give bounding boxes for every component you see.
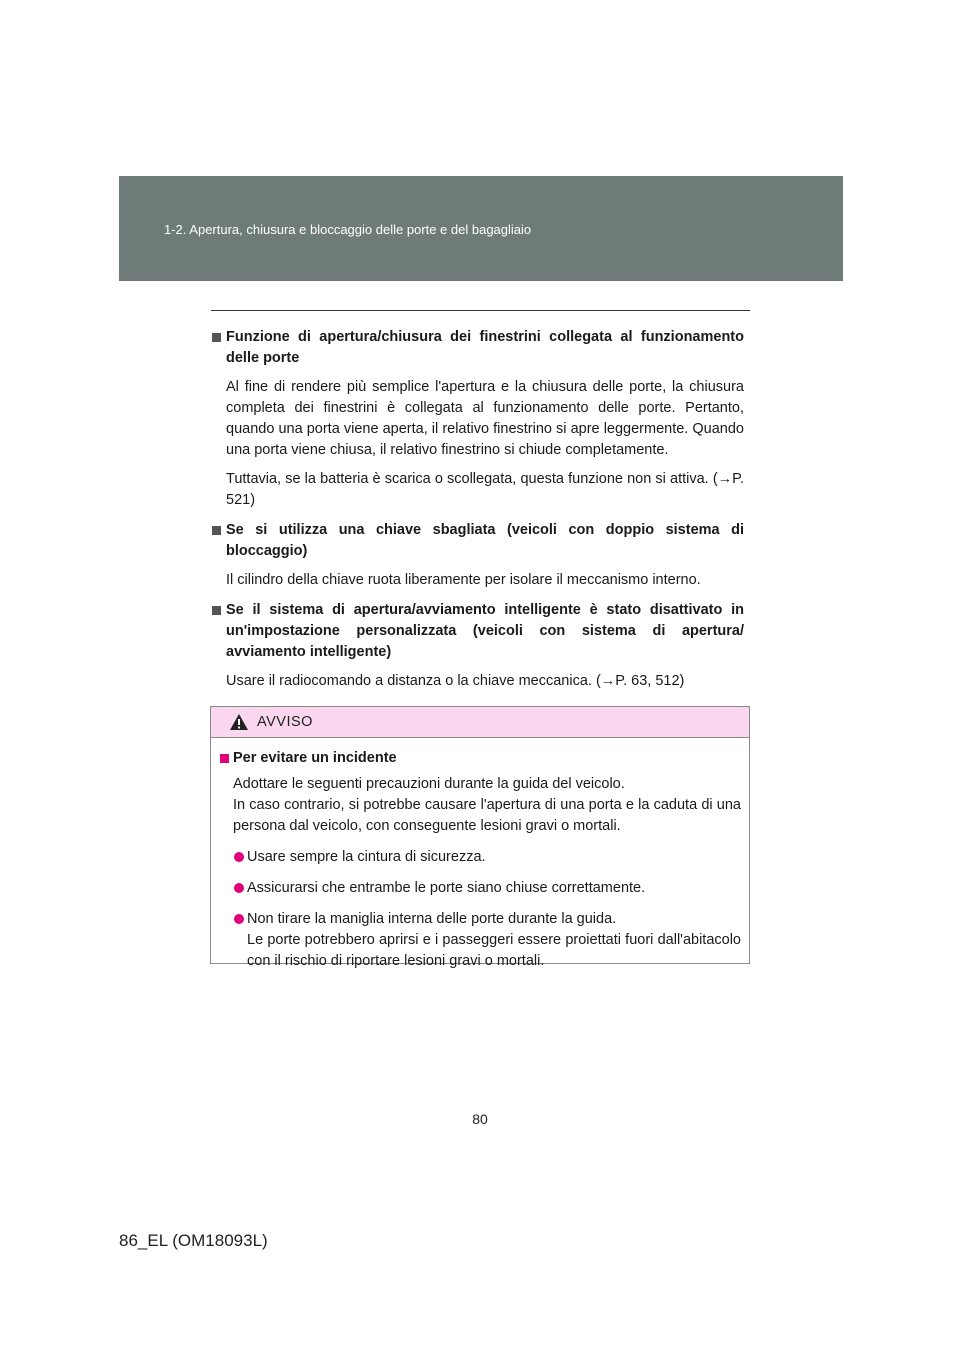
warning-body [211, 738, 749, 972]
section-header-band [119, 176, 843, 281]
section-title: 1-2. Apertura, chiusura e bloccaggio delle porte e del bagagliaio [164, 222, 532, 237]
warning-bullet: Usare sempre la cintura di sicurezza. [219, 847, 741, 868]
warning-box [210, 706, 750, 969]
divider [211, 310, 750, 311]
section-heading: Funzione di apertura/chiusura dei finestrini collegata al funzionamento delle porte [211, 327, 744, 369]
square-bullet-icon [212, 606, 221, 615]
paragraph: Tuttavia, se la batteria è scarica o scollegata, questa funzione non si attiva. (→P. 521) [226, 471, 744, 508]
warning-triangle-icon [229, 713, 249, 731]
section-heading: Se il sistema di apertura/avviamento intelligente è stato disattivato in un'impostazione personalizzata (veicoli con sistema di apertura/ avviamento intelligente) [211, 600, 744, 663]
section-heading: Se si utilizza una chiave sbagliata (veicoli con doppio sistema di bloccaggio) [211, 520, 744, 562]
warning-header [211, 707, 749, 738]
warning-bullet: Non tirare la maniglia interna delle porte durante la guida. Le porte potrebbero aprirsi e i passeggeri essere proiettati fuori dall'abitacolo con il rischio di riportare lesioni gravi o mortali. [219, 909, 741, 972]
main-content [211, 327, 744, 692]
paragraph: Il cilindro della chiave ruota liberamente per isolare il meccanismo interno. [226, 572, 701, 588]
paragraph: Al fine di rendere più semplice l'apertura e la chiusura delle porte, la chiusura completa dei finestrini è collegata al funzionamento delle porte. Pertanto, quando una porta viene aperta, il relativo finestrino si apre leggermente. Quando una porta viene chiusa, il relativo finestrino si chiude completamente. [226, 379, 744, 458]
page-number: 80 [472, 1111, 488, 1127]
warning-bullet: Assicurarsi che entrambe le porte siano chiuse correttamente. [219, 878, 741, 899]
square-bullet-icon [212, 526, 221, 535]
square-bullet-icon [212, 333, 221, 342]
bullet-dot-icon [234, 914, 244, 924]
document-code: 86_EL (OM18093L) [119, 1231, 268, 1250]
bullet-dot-icon [234, 852, 244, 862]
warning-intro: Adottare le seguenti precauzioni durante la guida del veicolo. In caso contrario, si potrebbe causare l'apertura di una porta e la caduta di una persona dal veicolo, con conseguente lesioni gravi o mortali. [233, 776, 741, 834]
square-bullet-icon [220, 754, 229, 763]
warning-heading: Per evitare un incidente [219, 748, 741, 769]
bullet-dot-icon [234, 883, 244, 893]
paragraph: Usare il radiocomando a distanza o la chiave meccanica. (→P. 63, 512) [226, 673, 685, 689]
warning-title: AVVISO [257, 714, 313, 730]
